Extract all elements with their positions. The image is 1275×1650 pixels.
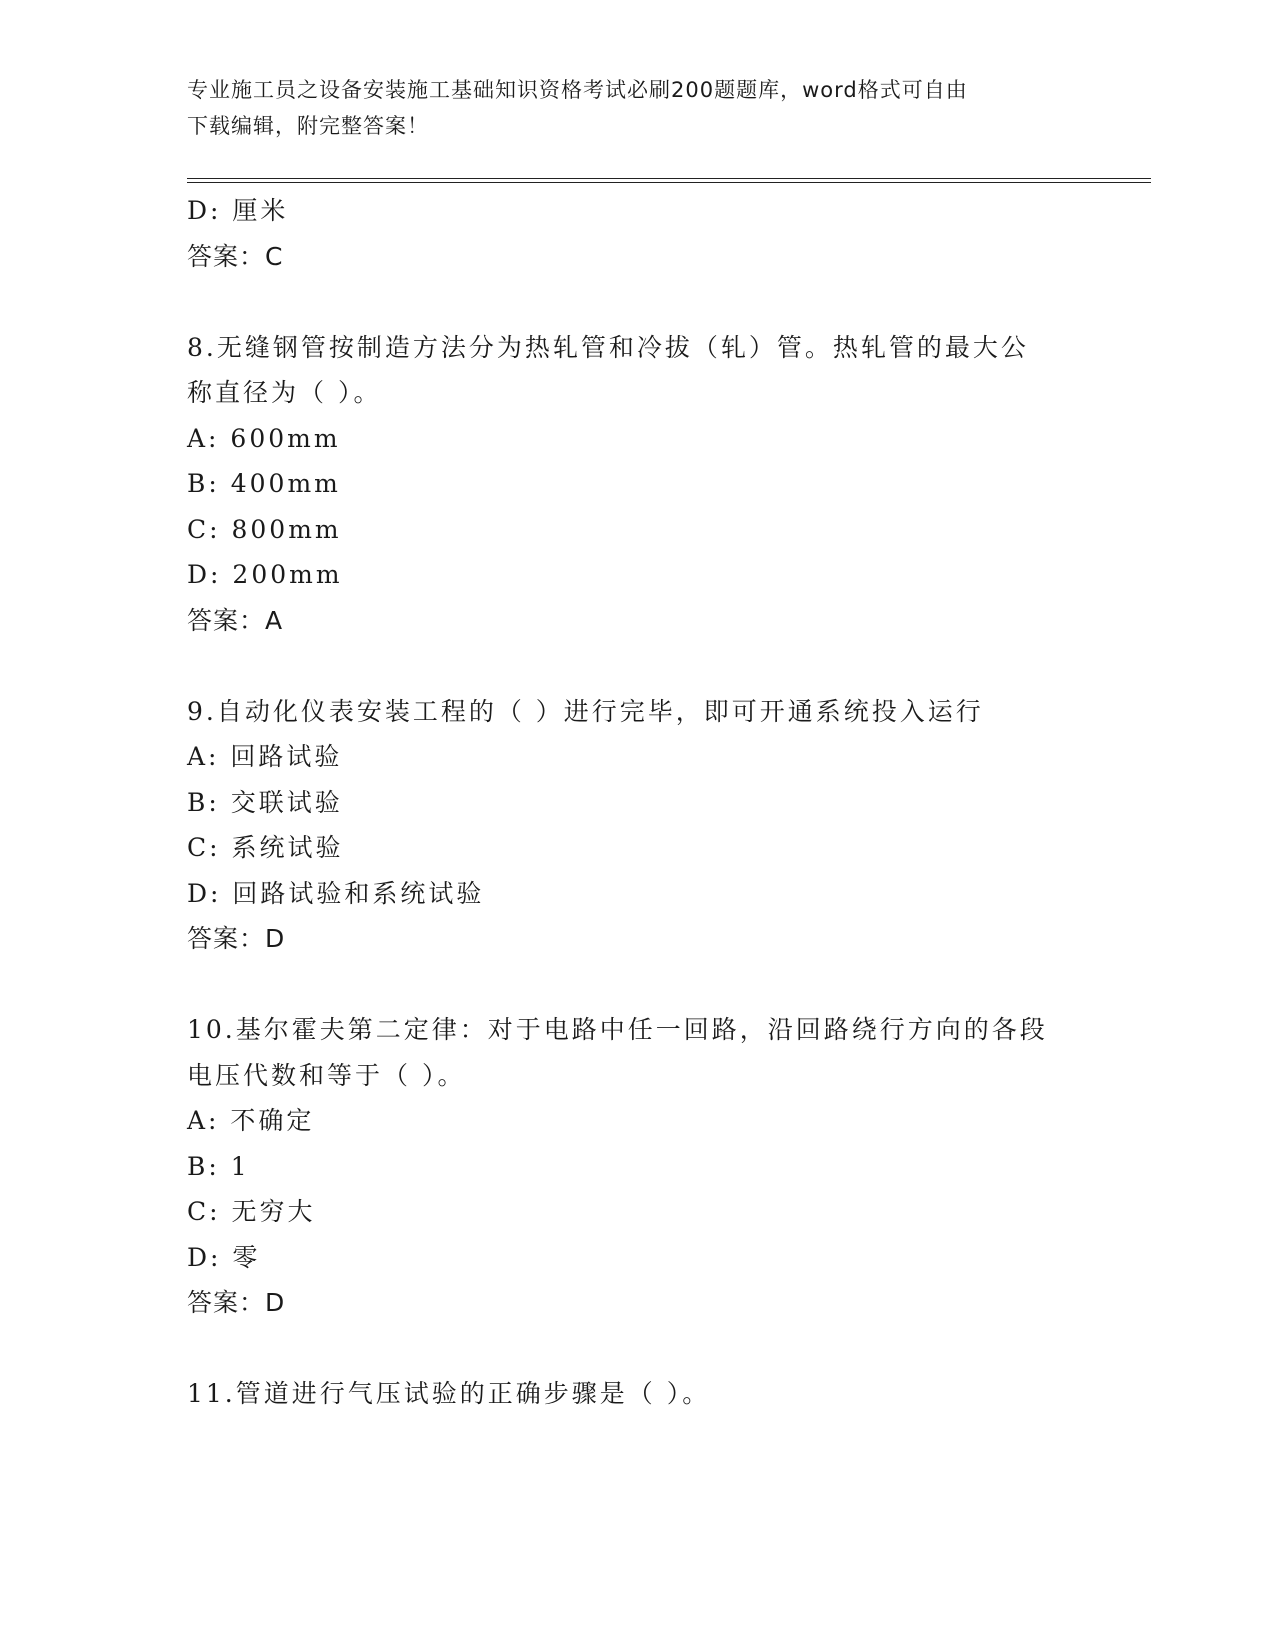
question-stem-line-1: 9.自动化仪表安装工程的（ ）进行完毕，即可开通系统投入运行 [187, 696, 984, 726]
question-11 [187, 1371, 1087, 1417]
answer: 答案：D [187, 924, 286, 953]
answer: 答案：D [187, 1288, 286, 1317]
header-divider-top [187, 178, 1151, 179]
question-10 [187, 1007, 1087, 1326]
option-b: B: 1 [187, 1151, 250, 1181]
question-stem-line-2: 电压代数和等于（ ）。 [187, 1060, 466, 1090]
option-a: A: 600mm [187, 423, 341, 453]
option-d: D: 厘米 [187, 196, 289, 225]
question-stem-line-1: 11.管道进行气压试验的正确步骤是（ ）。 [187, 1379, 711, 1408]
option-d: D: 回路试验和系统试验 [187, 878, 485, 908]
question-9 [187, 689, 1087, 962]
question-stem-line-1: 10.基尔霍夫第二定律：对于电路中任一回路，沿回路绕行方向的各段 [187, 1015, 1048, 1044]
header-line-2: 下载编辑，附完整答案！ [187, 114, 429, 138]
option-d: D: 200mm [187, 560, 343, 589]
option-d: D: 零 [187, 1242, 261, 1272]
answer: 答案：C [187, 241, 284, 271]
question-stem-line-2: 称直径为（ ）。 [187, 378, 382, 407]
option-b: B: 交联试验 [187, 787, 343, 817]
question-stem-line-1: 8.无缝钢管按制造方法分为热轧管和冷拔（轧）管。热轧管的最大公 [187, 332, 1029, 362]
spacer [187, 279, 1087, 325]
option-c: C: 800mm [187, 514, 342, 544]
question-list [187, 188, 1087, 1417]
spacer [187, 643, 1087, 689]
header-line-1: 专业施工员之设备安装施工基础知识资格考试必刷200题题库，word格式可自由 [187, 78, 968, 102]
spacer [187, 962, 1087, 1008]
answer: 答案：A [187, 605, 284, 635]
document-header [187, 72, 1087, 144]
option-c: C: 系统试验 [187, 833, 344, 862]
option-a: A: 不确定 [187, 1106, 315, 1135]
option-b: B: 400mm [187, 469, 341, 498]
option-a: A: 回路试验 [187, 742, 343, 771]
spacer [187, 1326, 1087, 1372]
question-8 [187, 325, 1087, 644]
header-divider-bottom [187, 182, 1151, 183]
option-c: C: 无穷大 [187, 1197, 316, 1226]
